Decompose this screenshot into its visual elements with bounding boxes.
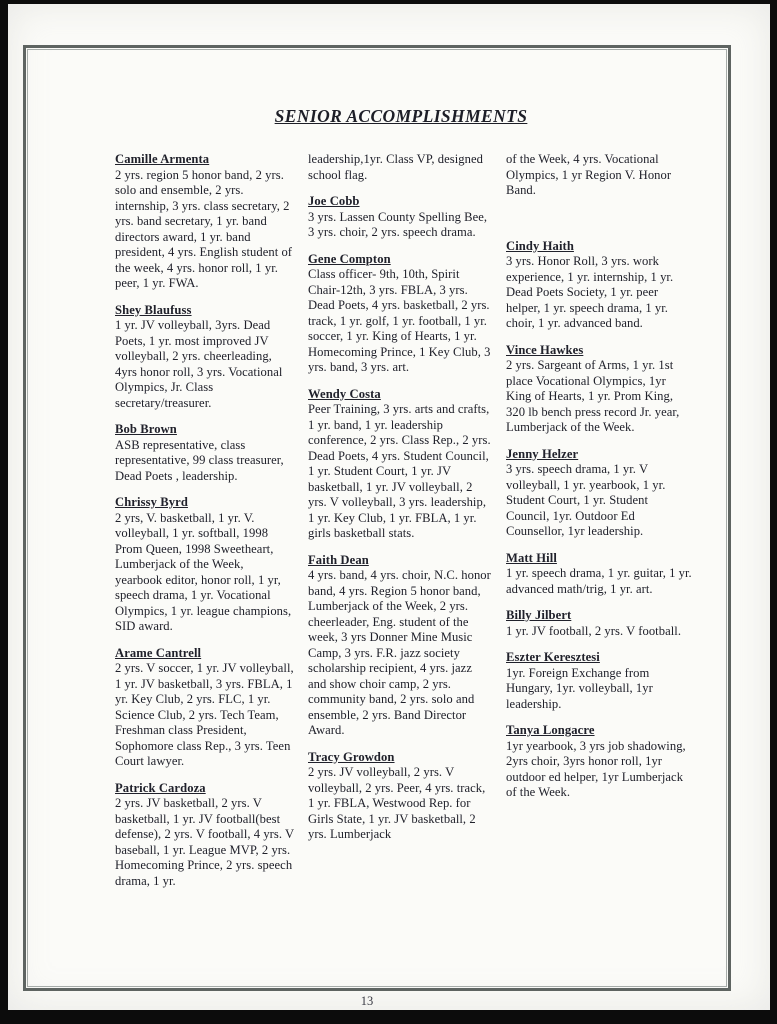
entry-heading: Faith Dean: [308, 552, 369, 567]
entry-heading: Cindy Haith: [506, 238, 574, 253]
entry: [308, 553, 492, 739]
entry: [308, 252, 492, 376]
page-border-frame-inner: [27, 49, 727, 987]
page-number: 13: [360, 994, 374, 1008]
entry-heading: Chrissy Byrd: [115, 495, 188, 509]
entry: [506, 239, 693, 332]
entry-text: ASB representative, class representative, 99 class treasurer, Dead Poets , leadership.: [115, 437, 284, 483]
page-title: SENIOR ACCOMPLISHMENTS: [274, 106, 528, 126]
entry-text: 3 yrs. speech drama, 1 yr. V volleyball, 1 yr. yearbook, 1 yr. Student Court, 1 yr. Student Council, 1yr. Outdoor Ed Counsellor, 1yr leadership.: [506, 462, 666, 538]
entry-heading: Patrick Cardoza: [115, 780, 206, 795]
column-2: [308, 152, 492, 854]
entry-heading: Jenny Helzer: [506, 446, 579, 461]
page-border-frame: [23, 45, 731, 991]
entry-heading: Matt Hill: [506, 550, 557, 565]
entry-heading: Tracy Growdon: [308, 749, 395, 764]
entry-heading: Joe Cobb: [308, 194, 360, 208]
entry: [506, 551, 693, 598]
entry-text: 1 yr. speech drama, 1 yr. guitar, 1 yr. advanced math/trig, 1 yr. art.: [506, 566, 692, 596]
entry-text: Class officer- 9th, 10th, Spirit Chair-12th, 3 yrs. FBLA, 3 yrs. Dead Poets, 4 yrs. basketball, 2 yrs. track, 1 yr. golf, 1 yr. football, 1 yr. soccer, 1 yr. King of Hearts, 1 yr. Homecoming Prince, 1 Key Club, 3 yrs. band, 3 yrs. art.: [308, 267, 491, 374]
entry: [308, 750, 492, 843]
entry: [115, 152, 294, 292]
entry-text: 2 yrs. region 5 honor band, 2 yrs. solo and ensemble, 2 yrs. internship, 3 yrs. class secretary, 2 yrs. band secretary, 1 yr. band directors award, 1 yr. band president, 4 yrs. English student of the week, 4 yrs. honor roll, 1 yr. peer, 1 yr. FWA.: [115, 167, 293, 290]
entry-text: 1yr yearbook, 3 yrs job shadowing, 2yrs choir, 3yrs honor roll, 1yr outdoor ed helper, 1yr Lumberjack of the Week.: [506, 738, 686, 799]
entry-heading: Vince Hawkes: [506, 342, 584, 357]
entry: [308, 387, 492, 542]
entry-text: 1 yr. JV volleyball, 3yrs. Dead Poets, 1 yr. most improved JV volleyball, 2 yrs. cheerleading, 4yrs honor roll, 3 yrs. Vocational Olympics, Jr. Class secretary/treasurer.: [115, 318, 283, 410]
entry-text: 2 yrs. Sargeant of Arms, 1 yr. 1st place Vocational Olympics, 1yr King of Hearts, 1 yr. Prom King, 320 lb bench press record Jr. year, Lumberjack of the Week.: [506, 358, 680, 434]
entry-heading: Bob Brown: [115, 422, 177, 436]
entry-text: 2 yrs. V soccer, 1 yr. JV volleyball, 1 yr. JV basketball, 3 yrs. FBLA, 1 yr. Key Club, 2 yrs. FLC, 1 yr. Science Club, 2 yrs. Tech Team, Freshman class President, Sophomore class Rep., 3 yrs. Teen Court lawyer.: [115, 661, 294, 768]
entry-text: 2 yrs. JV basketball, 2 yrs. V basketball, 1 yr. JV football(best defense), 2 yrs. V football, 4 yrs. V baseball, 1 yr. League MVP, 2 yrs. Homecoming Prince, 2 yrs. speech drama, 1 yr.: [115, 796, 294, 888]
entry: [115, 422, 294, 484]
column-3: [506, 152, 693, 812]
columns-container: [28, 127, 726, 900]
entry-text: 2 yrs. JV volleyball, 2 yrs. V volleyball, 2 yrs. Peer, 4 yrs. track, 1 yr. FBLA, Westwood Rep. for Girls State, 1 yr. JV basketball, 2 yrs. Lumberjack: [308, 765, 486, 841]
entry-heading: Camille Armenta: [115, 152, 210, 166]
entry-continuation: [506, 152, 693, 199]
entry-text: of the Week, 4 yrs. Vocational Olympics, 1 yr Region V. Honor Band.: [506, 152, 672, 197]
entry: [506, 723, 693, 801]
entry-text: 1yr. Foreign Exchange from Hungary, 1yr. volleyball, 1yr leadership.: [506, 665, 653, 711]
entry-heading: Shey Blaufuss: [115, 302, 192, 317]
entry-text: 2 yrs, V. basketball, 1 yr. V. volleyball, 1 yr. softball, 1998 Prom Queen, 1998 Sweetheart, Lumberjack of the Week, yearbook editor, honor roll, 1 yr, speech drama, 1 yr. Vocational Olympics, 1 yr. league champions, SID award.: [115, 510, 292, 633]
entry: [308, 194, 492, 241]
entry-text: 4 yrs. band, 4 yrs. choir, N.C. honor band, 4 yrs. Region 5 honor band, Lumberjack of the Week, 2 yrs. cheerleader, Eng. student of the week, 3 yrs Donner Mine Music Camp, 3 yrs. F.R. jazz society scholarship recipient, 4 yrs. jazz and show choir camp, 2 yrs. community band, 2 yrs. solo and ensemble, 2 yrs. Band Director Award.: [308, 568, 491, 737]
entry-heading: Billy Jilbert: [506, 608, 572, 622]
scanned-page: [8, 4, 770, 1010]
entry-text: 3 yrs. Honor Roll, 3 yrs. work experience, 1 yr. internship, 1 yr. Dead Poets Society, 1 yr. peer helper, 1 yr. speech drama, 1 yr. choir, 1 yr. advanced band.: [506, 254, 674, 330]
entry: [115, 303, 294, 412]
entry-heading: Arame Cantrell: [115, 645, 202, 660]
entry: [115, 781, 294, 890]
entry-heading: Tanya Longacre: [506, 723, 595, 737]
entry: [506, 343, 693, 436]
entry-text: 3 yrs. Lassen County Spelling Bee, 3 yrs. choir, 2 yrs. speech drama.: [308, 209, 488, 239]
entry-heading: Wendy Costa: [308, 386, 381, 401]
entry: [506, 608, 693, 639]
entry-continuation: [308, 152, 492, 183]
entry: [115, 646, 294, 770]
column-1: [115, 152, 294, 900]
entry-text: 1 yr. JV football, 2 yrs. V football.: [506, 623, 682, 638]
entry-heading: Gene Compton: [308, 251, 391, 266]
entry-text: Peer Training, 3 yrs. arts and crafts, 1 yr. band, 1 yr. leadership conference, 2 yrs. Class Rep., 2 yrs. Dead Poets, 4 yrs. Student Council, 1 yr. Student Court, 1 yr. JV basketball, 1 yr. JV volleyball, 2 yrs. V volleyball, 3 yrs. leadership, 1 yr. Key Club, 1 yr. FBLA, 1 yr. girls basketball stats.: [308, 402, 491, 540]
entry: [506, 650, 693, 712]
entry: [506, 447, 693, 540]
entry-text: leadership,1yr. Class VP, designed school flag.: [308, 152, 483, 182]
entry: [115, 495, 294, 635]
entry-heading: Eszter Keresztesi: [506, 650, 600, 664]
